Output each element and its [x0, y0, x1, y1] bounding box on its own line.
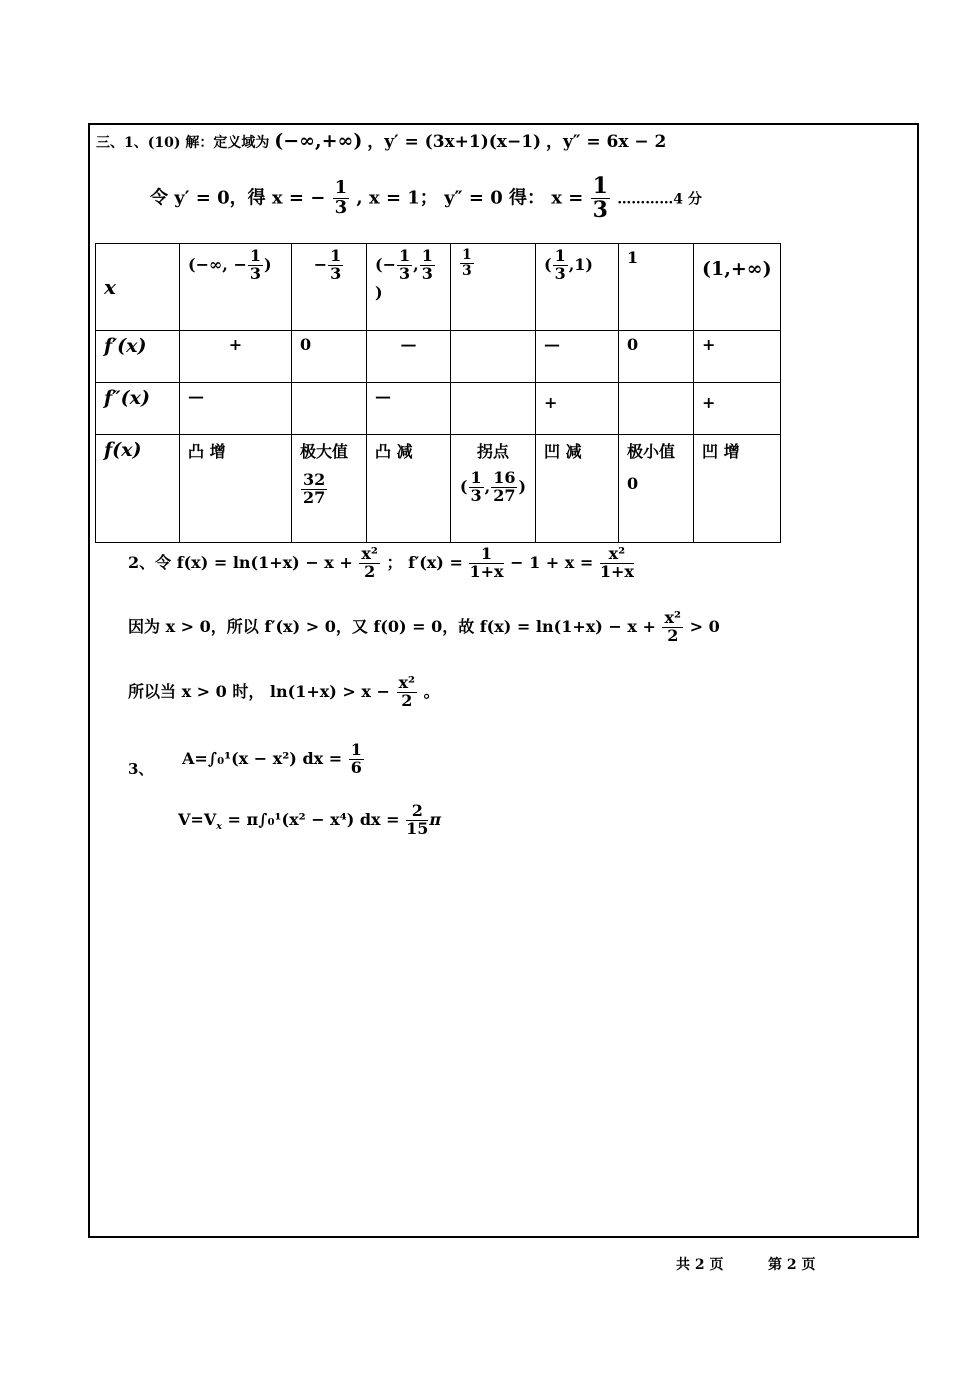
sec3-header [96, 127, 666, 152]
first-derivative: ，y′ = (3x+1)(x−1) [367, 132, 542, 152]
part2-line1 [128, 546, 635, 581]
volume-formula [178, 803, 441, 838]
domain-text: (−∞,+∞) [274, 130, 363, 152]
min-value: 0 [627, 474, 639, 493]
volume-label: V=V [178, 809, 217, 829]
frac-one-third-a: $\frac{1}{3}$ [334, 177, 348, 219]
max-label: 极大值 [300, 442, 349, 461]
inflection-point: ( $\frac{1}{3}$ , $\frac{16}{27}$ ) [459, 468, 527, 505]
f-cell-max [292, 435, 367, 543]
part2-line3 [128, 675, 440, 710]
fsecond-cell: — [180, 383, 292, 435]
part2-conclusion: 所以当 x > 0 时， ln(1+x) > x − [128, 681, 390, 701]
fprime-cell: + [180, 331, 292, 383]
area-formula [182, 742, 365, 777]
header-interval-4: (1,+∞) [694, 244, 781, 331]
frac-x2-over-2: $\frac{\text{x²}}{2}$ [398, 673, 416, 710]
part2-def: 2、令 f(x) = ln(1+x) − x + [128, 552, 353, 572]
inflection-label: 拐点 [476, 442, 509, 461]
second-derivative: ，y″ = 6x − 2 [545, 132, 667, 152]
header-interval-2: (− $\frac{1}{3}$ , $\frac{1}{3}$ ) [367, 244, 451, 331]
f-cell-inflection [451, 435, 536, 543]
row-label-f: f(x) [96, 435, 180, 543]
fprime-cell: 0 [292, 331, 367, 383]
area-integral: A=∫₀¹(x − x²) dx = [182, 748, 343, 768]
fprime-cell: — [367, 331, 451, 383]
line2-part-b: , x = 1； y″ = 0 得： x = [356, 187, 584, 209]
header-interval-3: ( $\frac{1}{3}$ ,1) [536, 244, 619, 331]
f-cell: 凸 增 [180, 435, 292, 543]
max-value: $\frac{32}{27}$ [303, 470, 326, 507]
sec3-head-text: 三、1、(10) 解：定义域为 [96, 135, 270, 151]
header-point-neg-third: − $\frac{1}{3}$ [292, 244, 367, 331]
frac-one-third-b: $\frac{1}{3}$ [592, 173, 608, 224]
fprime-cell: — [536, 331, 619, 383]
f-cell: 凸 减 [367, 435, 451, 543]
min-label: 极小值 [627, 442, 676, 461]
header-x: x [96, 244, 180, 331]
line2-part-a: 令 y′ = 0，得 x = − [150, 187, 326, 209]
part2-deriv-label: ； f′(x) = [386, 552, 463, 572]
part2-gt-zero: > 0 [689, 616, 720, 636]
pi-symbol: π [429, 809, 442, 829]
critical-points-line [150, 175, 702, 222]
part2-reason: 因为 x > 0，所以 f′(x) > 0，又 f(0) = 0，故 f(x) = ln(1+x) − x + [128, 616, 656, 636]
monotonicity-table [95, 243, 781, 543]
part3-label: 3、 [128, 760, 154, 778]
header-point-third: $\frac{1}{3}$ [451, 244, 536, 331]
volume-result: $\frac{2}{15}$ [406, 801, 429, 838]
header-interval-1: (−∞, − $\frac{1}{3}$ ) [180, 244, 292, 331]
fsecond-cell: — [367, 383, 451, 435]
f-cell: 凹 减 [536, 435, 619, 543]
row-label-fsecond: f″(x) [96, 383, 180, 435]
part2-line2 [128, 610, 720, 645]
period: 。 [423, 681, 440, 701]
frac-x2-over-2: $\frac{\text{x²}}{2}$ [664, 608, 682, 645]
volume-integral: = π∫₀¹(x² − x⁴) dx = [221, 809, 400, 829]
row-label-fprime: f′(x) [96, 331, 180, 383]
area-result: $\frac{1}{6}$ [350, 740, 362, 777]
frac-1-over-1px: $\frac{1}{1+x}$ [469, 544, 504, 581]
fprime-cell: 0 [619, 331, 694, 383]
frac-x2-over-1px: $\frac{\text{x²}}{1+x}$ [599, 544, 634, 581]
header-point-one: 1 [619, 244, 694, 331]
f-cell: 凹 增 [694, 435, 781, 543]
fsecond-cell: + [536, 383, 619, 435]
page-current: 第 2 页 [768, 1257, 816, 1273]
score-text: …………4 分 [617, 191, 702, 208]
part2-deriv-mid: − 1 + x = [510, 552, 594, 572]
fprime-cell: + [694, 331, 781, 383]
frac-x2-over-2: $\frac{\text{x²}}{2}$ [361, 544, 378, 581]
f-cell-min [619, 435, 694, 543]
volume-subscript: x [216, 820, 222, 832]
fsecond-cell [292, 383, 367, 435]
fsecond-cell [619, 383, 694, 435]
fsecond-cell: + [694, 383, 781, 435]
fprime-cell [451, 331, 536, 383]
page-total: 共 2 页 [676, 1257, 724, 1273]
fsecond-cell [451, 383, 536, 435]
